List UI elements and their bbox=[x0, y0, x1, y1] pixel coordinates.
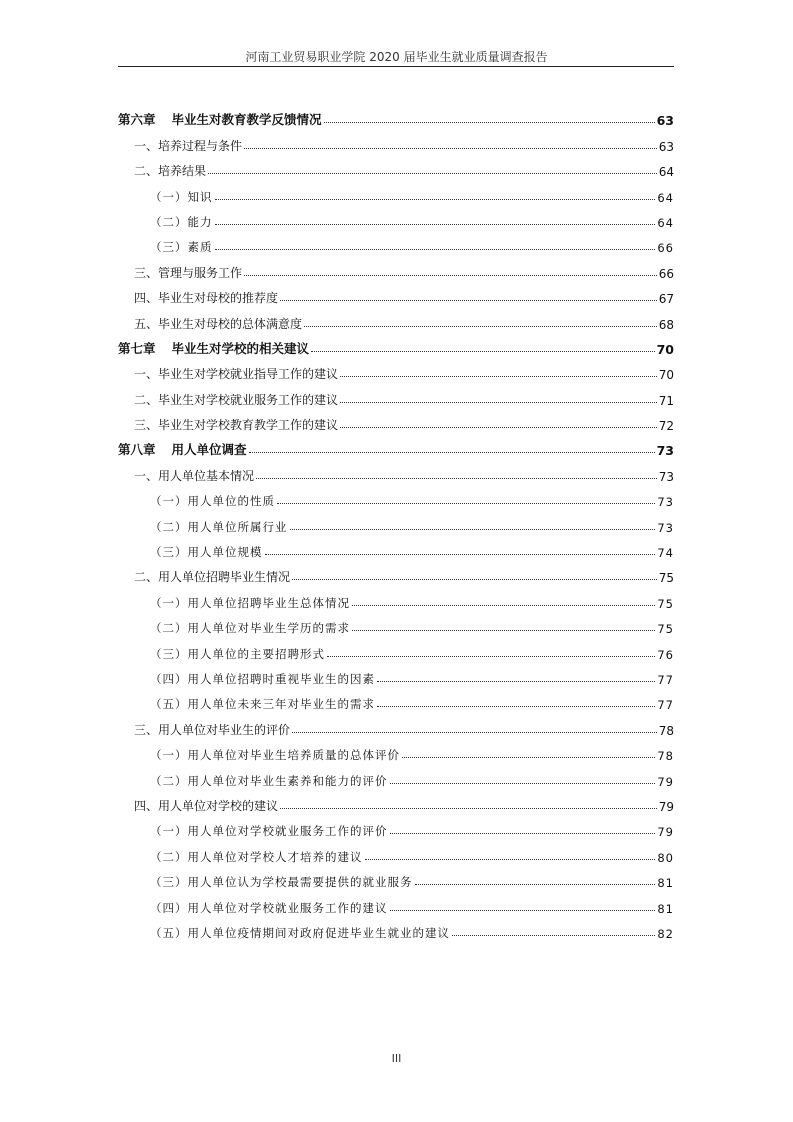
toc-entry-title: （五）用人单位未来三年对毕业生的需求 bbox=[150, 697, 375, 712]
toc-entry-title: （二）用人单位对学校人才培养的建议 bbox=[150, 849, 363, 864]
toc-chapter-number: 第六章 bbox=[118, 112, 156, 128]
toc-page-number: 79 bbox=[657, 825, 674, 840]
toc-entry-title: 二、培养结果 bbox=[134, 164, 207, 179]
toc-entry-label bbox=[134, 416, 338, 433]
toc-dot-leader bbox=[452, 935, 655, 936]
toc-entry-label bbox=[150, 874, 413, 890]
toc-entry-title: （二）用人单位对毕业生素养和能力的评价 bbox=[150, 773, 388, 788]
toc-dot-leader bbox=[377, 681, 655, 682]
toc-dot-leader bbox=[256, 478, 657, 479]
toc-dot-leader bbox=[292, 732, 657, 733]
toc-page-number: 75 bbox=[658, 571, 674, 586]
toc-dot-leader bbox=[208, 173, 657, 174]
toc-page-number: 67 bbox=[658, 292, 674, 307]
toc-entry[interactable] bbox=[118, 636, 674, 661]
toc-page-number: 72 bbox=[658, 419, 674, 434]
toc-page-number: 77 bbox=[657, 672, 674, 687]
toc-entry-label bbox=[134, 315, 302, 332]
toc-entry-title: 四、用人单位对学校的建议 bbox=[134, 798, 279, 813]
toc-entry-label bbox=[134, 289, 278, 306]
toc-chapter-entry[interactable] bbox=[118, 103, 674, 128]
toc-page-number: 73 bbox=[657, 520, 674, 535]
toc-entry-title: （五）用人单位疫情期间对政府促进毕业生就业的建议 bbox=[150, 925, 450, 940]
toc-dot-leader bbox=[292, 579, 657, 580]
toc-page-number: 79 bbox=[657, 774, 674, 789]
toc-page-number: 64 bbox=[657, 190, 674, 205]
toc-entry-label bbox=[134, 264, 242, 281]
toc-entry-title: （二）能力 bbox=[150, 214, 213, 229]
toc-entry[interactable] bbox=[118, 179, 674, 204]
toc-page-number: 81 bbox=[657, 901, 674, 916]
toc-entry-label bbox=[134, 365, 338, 382]
toc-entry[interactable] bbox=[118, 687, 674, 712]
toc-page-number: 68 bbox=[658, 317, 674, 332]
toc-page-number: 73 bbox=[656, 443, 674, 459]
toc-entry-title: 五、毕业生对母校的总体满意度 bbox=[134, 316, 303, 331]
toc-entry-label bbox=[150, 189, 213, 205]
page-header: 河南工业贸易职业学院 2020 届毕业生就业质量调查报告 bbox=[245, 50, 548, 64]
toc-entry-label bbox=[134, 568, 290, 585]
toc-entry-label bbox=[150, 493, 275, 509]
toc-dot-leader bbox=[340, 427, 657, 428]
toc-page-number: 75 bbox=[657, 596, 674, 611]
toc-entry-title: 三、用人单位对毕业生的评价 bbox=[134, 722, 291, 737]
toc-dot-leader bbox=[390, 783, 656, 784]
toc-entry-title: 三、管理与服务工作 bbox=[134, 265, 243, 280]
toc-entry[interactable] bbox=[118, 484, 674, 509]
toc-dot-leader bbox=[311, 351, 655, 352]
table-of-contents bbox=[118, 103, 674, 941]
toc-dot-leader bbox=[215, 249, 656, 250]
toc-entry-label bbox=[150, 900, 388, 916]
toc-dot-leader bbox=[215, 199, 656, 200]
toc-chapter-number: 第七章 bbox=[118, 340, 156, 356]
toc-entry-label bbox=[150, 519, 288, 535]
toc-entry-title: 一、用人单位基本情况 bbox=[134, 468, 255, 483]
toc-dot-leader bbox=[377, 706, 655, 707]
toc-chapter-entry[interactable] bbox=[118, 332, 674, 357]
toc-page-number: 63 bbox=[656, 113, 674, 129]
toc-entry[interactable] bbox=[118, 814, 674, 839]
toc-dot-leader bbox=[340, 402, 657, 403]
toc-entry-title: 三、毕业生对学校教育教学工作的建议 bbox=[134, 418, 339, 433]
toc-dot-leader bbox=[244, 275, 657, 276]
toc-entry-title: （一）用人单位对学校就业服务工作的评价 bbox=[150, 824, 388, 839]
toc-page-number: 78 bbox=[658, 723, 674, 738]
toc-entry[interactable] bbox=[118, 382, 674, 407]
toc-dot-leader bbox=[280, 808, 657, 809]
toc-dot-leader bbox=[280, 300, 657, 301]
toc-dot-leader bbox=[304, 326, 657, 327]
toc-entry-title: （一）用人单位招聘毕业生总体情况 bbox=[150, 595, 350, 610]
toc-entry[interactable] bbox=[118, 408, 674, 433]
toc-entry[interactable] bbox=[118, 789, 674, 814]
toc-dot-leader bbox=[390, 833, 656, 834]
toc-page-number: 75 bbox=[657, 622, 674, 637]
toc-entry-title: （二）用人单位对毕业生学历的需求 bbox=[150, 621, 350, 636]
toc-entry-label bbox=[150, 823, 388, 839]
toc-dot-leader bbox=[244, 148, 657, 149]
toc-dot-leader bbox=[352, 605, 655, 606]
toc-entry-label bbox=[150, 773, 388, 789]
toc-entry-title: （三）用人单位认为学校最需要提供的就业服务 bbox=[150, 875, 413, 890]
toc-dot-leader bbox=[390, 910, 656, 911]
toc-entry-label bbox=[150, 595, 350, 611]
toc-entry-label bbox=[150, 646, 325, 662]
toc-page-number: 73 bbox=[658, 469, 674, 484]
toc-entry-label bbox=[150, 925, 450, 941]
toc-entry[interactable] bbox=[118, 128, 674, 153]
toc-page-number: 66 bbox=[658, 266, 674, 281]
toc-entry-title: 一、毕业生对学校就业指导工作的建议 bbox=[134, 367, 339, 382]
toc-entry[interactable] bbox=[118, 839, 674, 864]
toc-page-number: 76 bbox=[657, 647, 674, 662]
toc-page-number: 77 bbox=[657, 698, 674, 713]
toc-dot-leader bbox=[415, 884, 656, 885]
toc-dot-leader bbox=[324, 122, 655, 123]
toc-page-number: 80 bbox=[657, 850, 674, 865]
toc-entry[interactable] bbox=[118, 205, 674, 230]
toc-dot-leader bbox=[215, 224, 656, 225]
toc-entry[interactable] bbox=[118, 611, 674, 636]
toc-entry-label bbox=[150, 214, 213, 230]
toc-entry-label bbox=[150, 747, 400, 763]
toc-entry[interactable] bbox=[118, 890, 674, 915]
toc-entry-label bbox=[118, 440, 247, 458]
toc-entry[interactable] bbox=[118, 585, 674, 610]
toc-entry-title: 二、毕业生对学校就业服务工作的建议 bbox=[134, 392, 339, 407]
toc-dot-leader bbox=[290, 529, 656, 530]
toc-entry[interactable] bbox=[118, 916, 674, 941]
toc-page-number: 70 bbox=[656, 341, 674, 357]
toc-entry-title: 一、培养过程与条件 bbox=[134, 138, 243, 153]
toc-entry-label bbox=[134, 721, 290, 738]
toc-entry-title: （一）知识 bbox=[150, 189, 213, 204]
toc-dot-leader bbox=[402, 757, 655, 758]
toc-page-number: 74 bbox=[657, 546, 674, 561]
toc-dot-leader bbox=[265, 554, 656, 555]
toc-page-number: 79 bbox=[658, 799, 674, 814]
toc-dot-leader bbox=[352, 630, 655, 631]
toc-entry-label bbox=[150, 544, 263, 560]
toc-entry-label bbox=[150, 671, 375, 687]
toc-entry-title: （二）用人单位所属行业 bbox=[150, 519, 288, 534]
toc-entry-label bbox=[134, 467, 254, 484]
toc-entry-title: 四、毕业生对母校的推荐度 bbox=[134, 291, 279, 306]
toc-entry-label bbox=[134, 391, 338, 408]
toc-dot-leader bbox=[327, 656, 655, 657]
toc-entry[interactable] bbox=[118, 357, 674, 382]
toc-entry[interactable] bbox=[118, 560, 674, 585]
toc-entry[interactable] bbox=[118, 281, 674, 306]
toc-page-number: 70 bbox=[658, 368, 674, 383]
toc-entry[interactable] bbox=[118, 154, 674, 179]
toc-page-number: 64 bbox=[658, 165, 674, 180]
toc-entry-label bbox=[134, 797, 278, 814]
toc-entry-label bbox=[118, 339, 309, 357]
toc-entry-title: （三）用人单位规模 bbox=[150, 545, 263, 560]
toc-entry[interactable] bbox=[118, 535, 674, 560]
toc-entry-label bbox=[150, 849, 363, 865]
toc-entry-label bbox=[134, 162, 206, 179]
toc-entry-title: 用人单位调查 bbox=[171, 442, 247, 458]
toc-dot-leader bbox=[365, 859, 656, 860]
toc-entry[interactable] bbox=[118, 712, 674, 737]
toc-entry-title: （一）用人单位对毕业生培养质量的总体评价 bbox=[150, 748, 400, 763]
toc-entry[interactable] bbox=[118, 865, 674, 890]
toc-chapter-entry[interactable] bbox=[118, 433, 674, 458]
toc-dot-leader bbox=[340, 376, 657, 377]
toc-entry-title: （四）用人单位招聘时重视毕业生的因素 bbox=[150, 671, 375, 686]
toc-entry[interactable] bbox=[118, 738, 674, 763]
toc-page-number: 82 bbox=[657, 926, 674, 941]
toc-entry[interactable] bbox=[118, 763, 674, 788]
toc-entry[interactable] bbox=[118, 306, 674, 331]
header-rule bbox=[118, 66, 674, 67]
toc-page-number: 81 bbox=[657, 876, 674, 891]
toc-entry-label bbox=[150, 620, 350, 636]
toc-entry[interactable] bbox=[118, 458, 674, 483]
toc-page-number: 64 bbox=[657, 215, 674, 230]
toc-dot-leader bbox=[277, 503, 655, 504]
toc-entry-title: 毕业生对学校的相关建议 bbox=[171, 340, 310, 356]
toc-page-number: 63 bbox=[658, 139, 674, 154]
toc-entry-title: 二、用人单位招聘毕业生情况 bbox=[134, 570, 291, 585]
toc-entry[interactable] bbox=[118, 255, 674, 280]
toc-entry[interactable] bbox=[118, 662, 674, 687]
page-number: III bbox=[391, 1052, 402, 1065]
toc-dot-leader bbox=[249, 452, 655, 453]
toc-entry-title: （一）用人单位的性质 bbox=[150, 494, 275, 509]
toc-entry[interactable] bbox=[118, 509, 674, 534]
toc-entry-label bbox=[118, 110, 322, 128]
toc-entry-title: （四）用人单位对学校就业服务工作的建议 bbox=[150, 900, 388, 915]
toc-page-number: 66 bbox=[657, 241, 674, 256]
toc-page-number: 73 bbox=[657, 495, 674, 510]
toc-entry-label bbox=[150, 239, 213, 255]
toc-chapter-number: 第八章 bbox=[118, 442, 156, 458]
toc-entry-label bbox=[150, 696, 375, 712]
toc-entry-title: （三）用人单位的主要招聘形式 bbox=[150, 646, 325, 661]
toc-page-number: 78 bbox=[657, 749, 674, 764]
toc-entry[interactable] bbox=[118, 230, 674, 255]
toc-entry-title: （三）素质 bbox=[150, 240, 213, 255]
toc-entry-title: 毕业生对教育教学反馈情况 bbox=[171, 112, 322, 128]
toc-entry-label bbox=[134, 137, 242, 154]
toc-page-number: 71 bbox=[658, 393, 674, 408]
